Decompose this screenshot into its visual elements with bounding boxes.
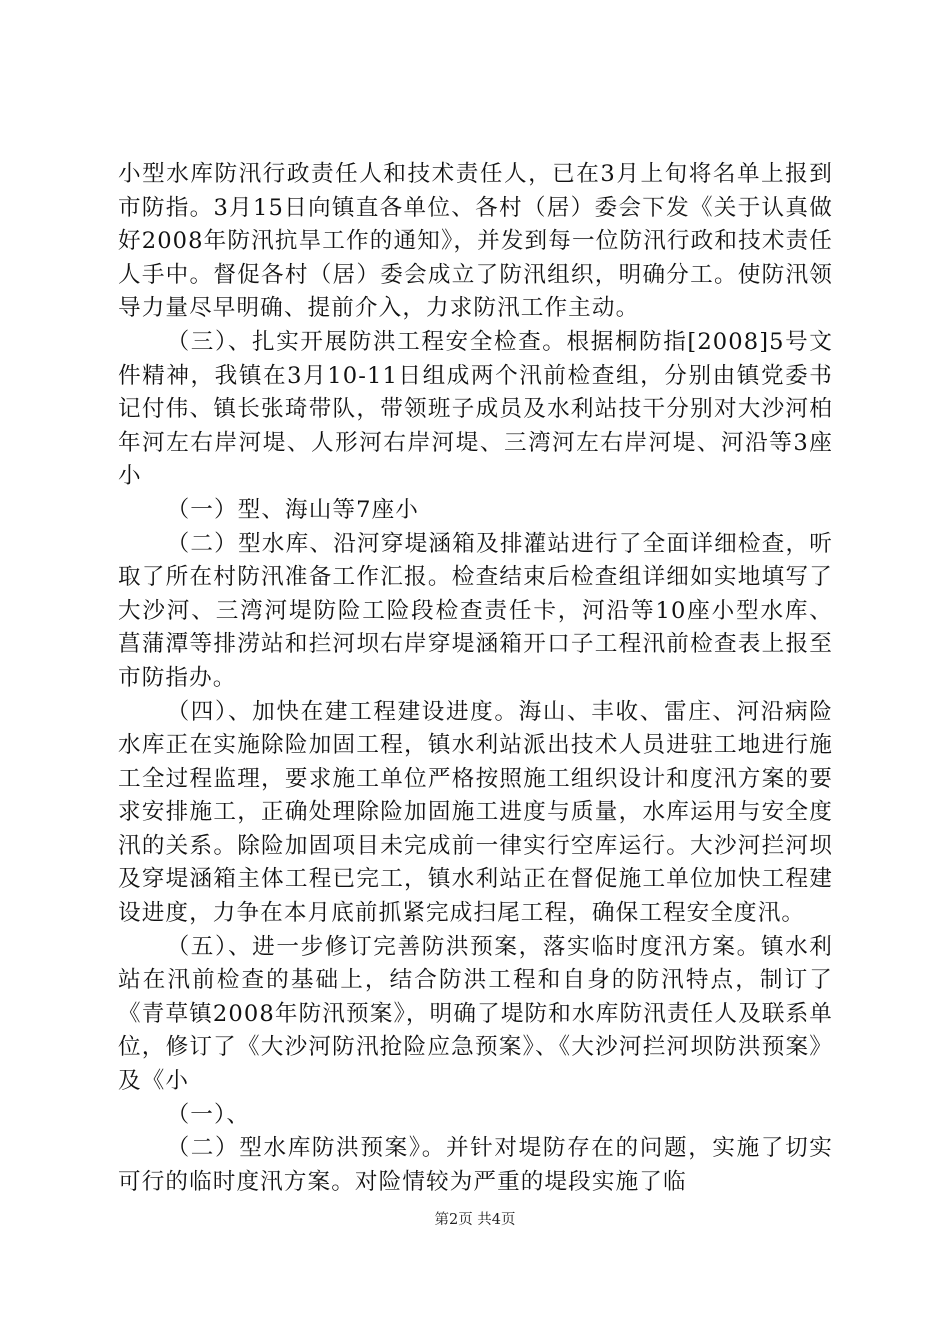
paragraph-1: 小型水库防汛行政责任人和技术责任人，已在3月上旬将名单上报到市防指。3月15日向镇直各单位、各村（居）委会下发《关于认真做好2008年防汛抗旱工作的通知》，并发到每一位防汛行政和技术责任人手中。督促各村（居）委会成立了防汛组织，明确分工。使防汛领导力量尽早明确、提前介入，力求防汛工作主动。 bbox=[118, 161, 833, 322]
paragraph-6: （五）、进一步修订完善防洪预案，落实临时度汛方案。镇水利站在汛前检查的基础上，结合防洪工程和自身的防汛特点，制订了《青草镇2008年防汛预案》，明确了堤防和水库防汛责任人及联系单位，修订了《大沙河防汛抢险应急预案》、《大沙河拦河坝防洪预案》及《小 bbox=[118, 933, 833, 1095]
paragraph-2: （三）、扎实开展防洪工程安全检查。根据桐防指[2008]5号文件精神，我镇在3月10-11日组成两个汛前检查组，分别由镇党委书记付伟、镇长张琦带队，带领班子成员及水利站技干分别对大沙河柏年河左右岸河堤、人形河右岸河堤、三湾河左右岸河堤、河沿等3座小 bbox=[118, 328, 833, 490]
paragraph-7: （一）、 bbox=[166, 1101, 251, 1128]
page-footer bbox=[0, 1210, 950, 1230]
paragraph-4: （二）型水库、沿河穿堤涵箱及排灌站进行了全面详细检查，听取了所在村防汛准备工作汇报。检查结束后检查组详细如实地填写了大沙河、三湾河堤防险工险段检查责任卡，河沿等10座小型水库、菖蒲潭等排涝站和拦河坝右岸穿堤涵箱开口子工程汛前检查表上报至市防指办。 bbox=[118, 530, 833, 691]
paragraph-8: （二）型水库防洪预案》。并针对堤防存在的问题，实施了切实可行的临时度汛方案。对险情较为严重的堤段实施了临 bbox=[118, 1135, 833, 1195]
paragraph-5: （四）、加快在建工程建设进度。海山、丰收、雷庄、河沿病险水库正在实施除险加固工程，镇水利站派出技术人员进驻工地进行施工全过程监理，要求施工单位严格按照施工组织设计和度汛方案的要求安排施工，正确处理除险加固施工进度与质量，水库运用与安全度汛的关系。除险加固项目未完成前一律实行空库运行。大沙河拦河坝及穿堤涵箱主体工程已完工，镇水利站正在督促施工单位加快工程建设进度，力争在本月底前抓紧完成扫尾工程，确保工程安全度汛。 bbox=[118, 698, 833, 927]
page-number-label: 第2页 共4页 bbox=[434, 1212, 516, 1228]
document-body bbox=[118, 158, 833, 1199]
paragraph-3: （一）型、海山等7座小 bbox=[166, 496, 419, 523]
